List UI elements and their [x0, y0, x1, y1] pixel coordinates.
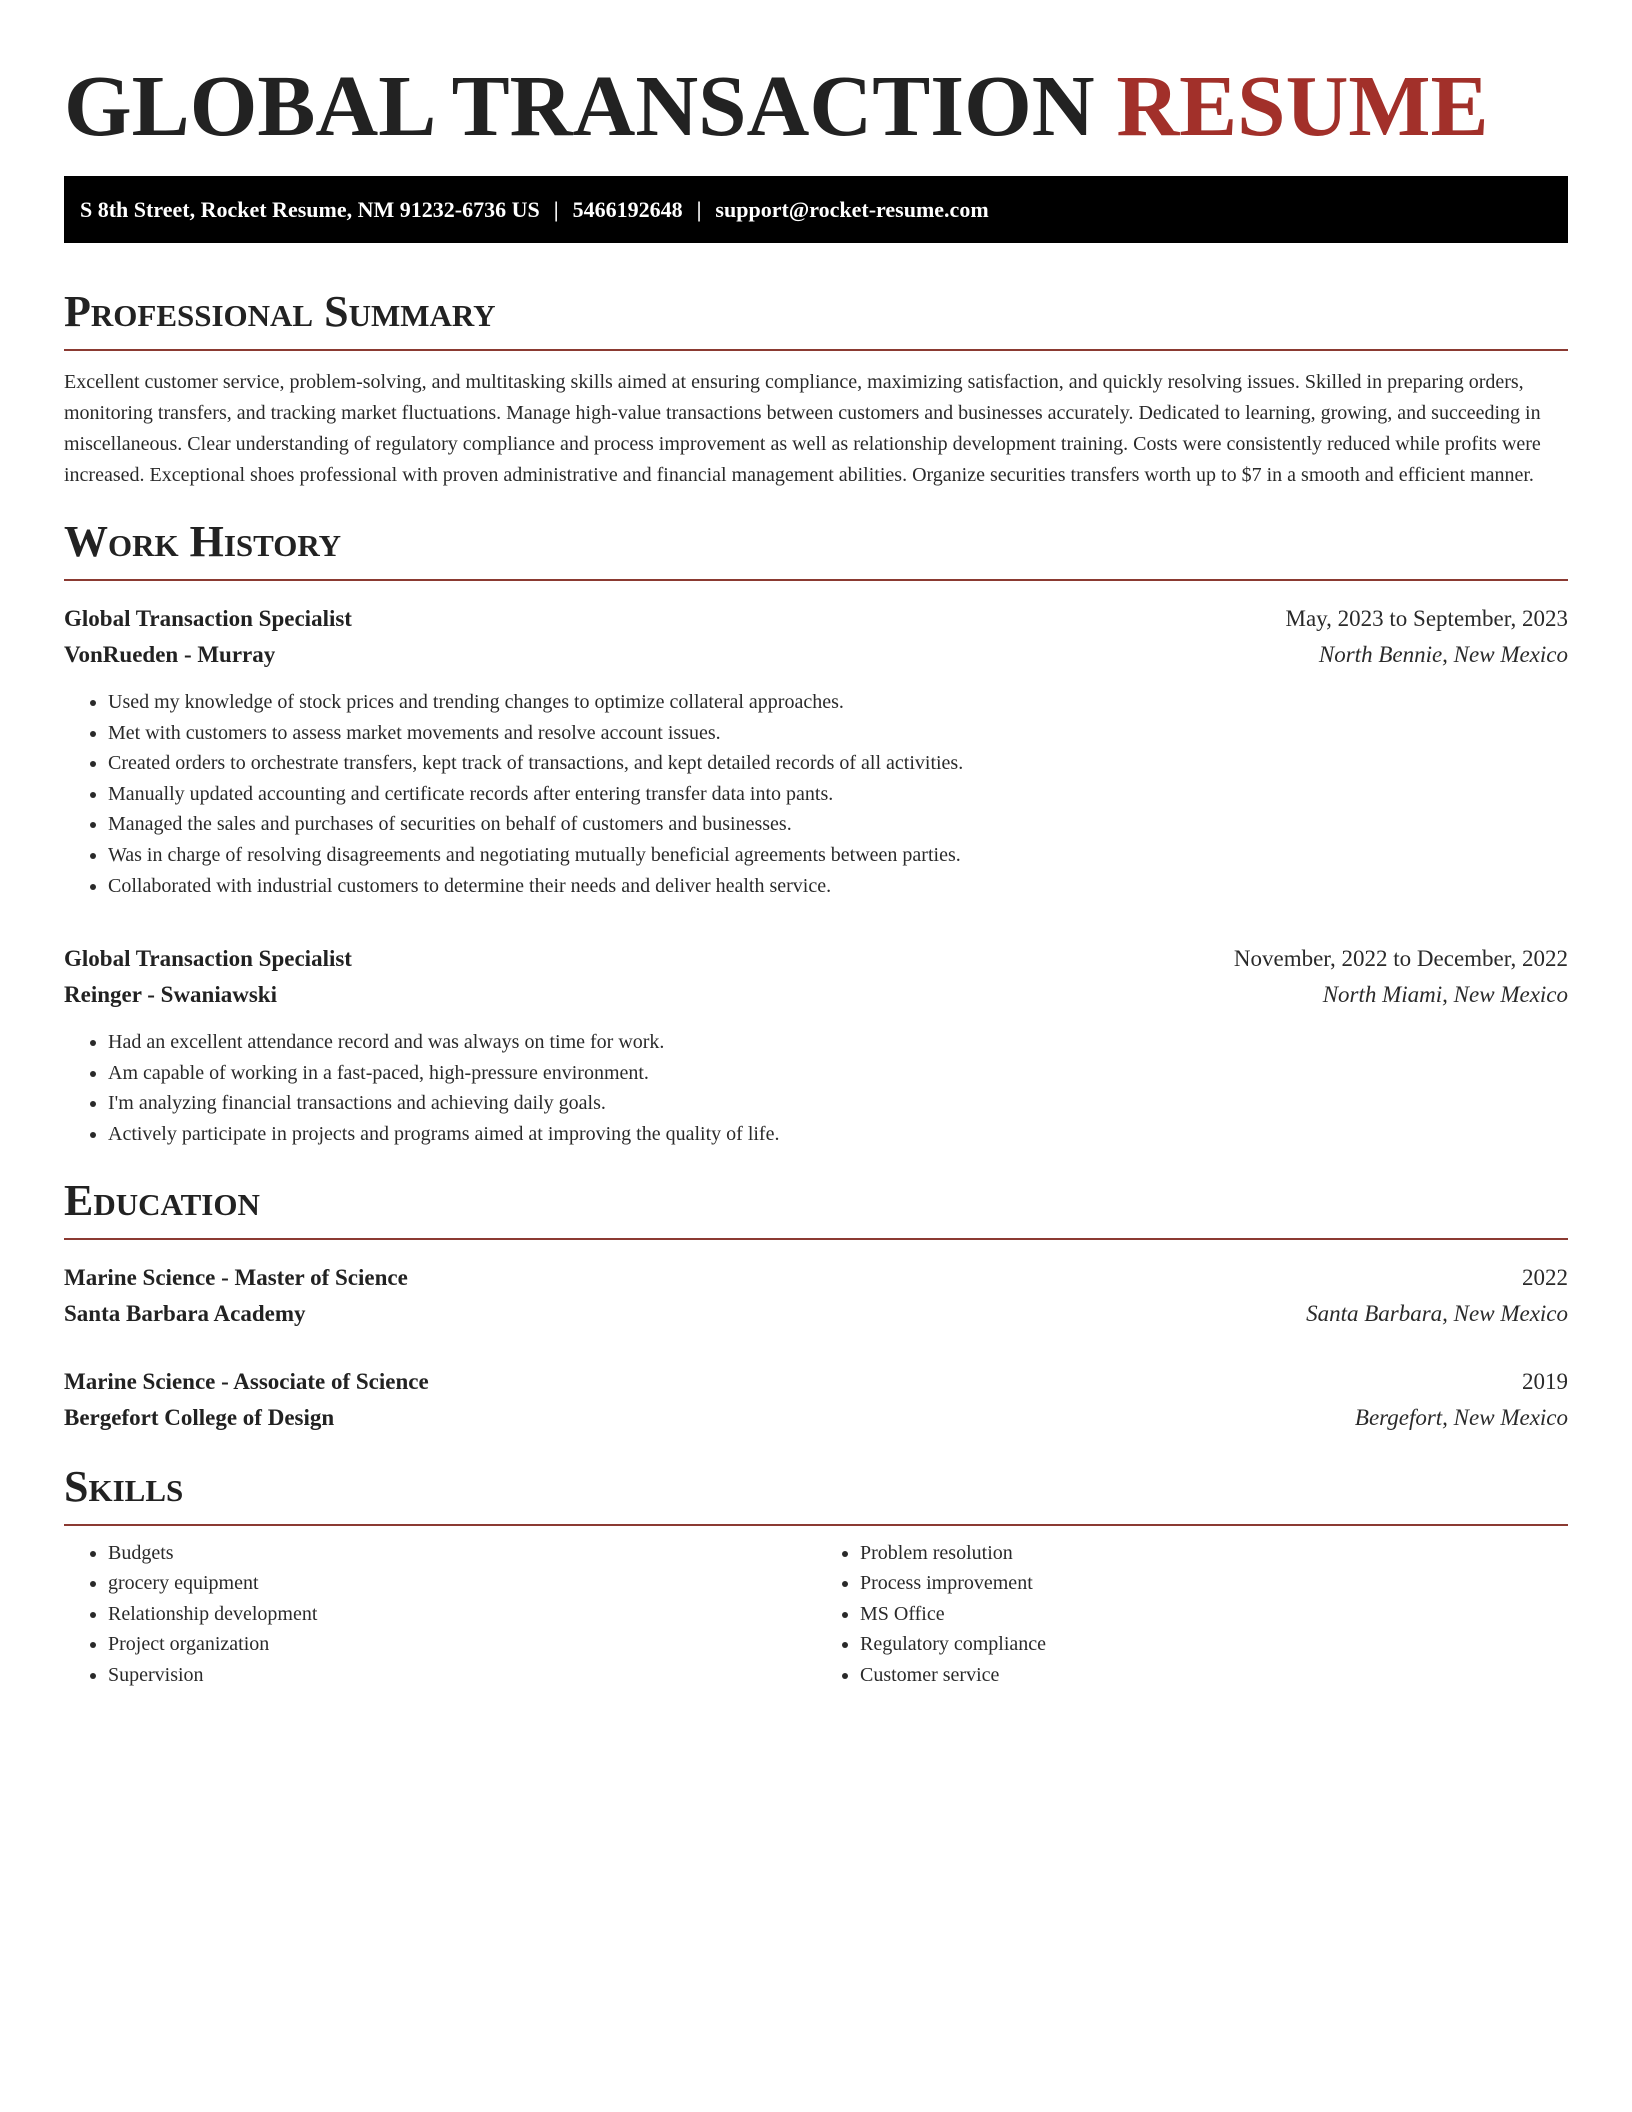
job-bullets	[64, 687, 1568, 901]
job-dates: May, 2023 to September, 2023	[1285, 606, 1568, 631]
education-school: Bergefort College of Design	[64, 1404, 335, 1430]
job-bullets	[64, 1027, 1568, 1149]
skill-item: • grocery equipment	[108, 1568, 816, 1599]
education-entry	[64, 1260, 1568, 1332]
education-section	[64, 1176, 1568, 1436]
job-title: Global Transaction Specialist	[64, 946, 352, 972]
skills-section	[64, 1462, 1568, 1691]
job-bullet: • Was in charge of resolving disagreements and negotiating mutually beneficial agreements between parties.	[108, 840, 1568, 871]
job-location: North Bennie, New Mexico	[1318, 642, 1568, 667]
job-entry	[64, 601, 1568, 901]
skills-column-right	[816, 1538, 1568, 1691]
job-bullet: • I'm analyzing financial transactions and achieving daily goals.	[108, 1088, 1568, 1119]
education-degree: Marine Science - Associate of Science	[64, 1368, 429, 1394]
section-title-work-history: Work History	[64, 517, 1568, 581]
job-bullet: • Used my knowledge of stock prices and trending changes to optimize collateral approaches.	[108, 687, 1568, 718]
skills-column-left	[64, 1538, 816, 1691]
skill-item: • MS Office	[860, 1599, 1568, 1630]
section-title-summary: Professional Summary	[64, 287, 1568, 351]
job-location: North Miami, New Mexico	[1322, 982, 1568, 1008]
skills-list	[64, 1538, 816, 1691]
skill-item: • Project organization	[108, 1629, 816, 1660]
section-title-skills: Skills	[64, 1462, 1568, 1526]
skill-item: • Budgets	[108, 1538, 816, 1569]
job-title: Global Transaction Specialist	[64, 606, 352, 631]
contact-bar	[64, 176, 1568, 243]
job-dates: November, 2022 to December, 2022	[1233, 946, 1568, 972]
education-header-row	[64, 1260, 1568, 1296]
name-accent: RESUME	[1116, 57, 1489, 154]
summary-section	[64, 287, 1568, 491]
skill-item: • Supervision	[108, 1660, 816, 1691]
contact-email: support@rocket-resume.com	[715, 197, 989, 222]
skill-item: • Customer service	[860, 1660, 1568, 1691]
skills-list	[816, 1538, 1568, 1691]
education-year: 2019	[1522, 1368, 1568, 1394]
education-school: Santa Barbara Academy	[64, 1300, 306, 1326]
section-title-education: Education	[64, 1176, 1568, 1240]
job-company: Reinger - Swaniawski	[64, 982, 277, 1008]
education-school-row	[64, 1296, 1568, 1332]
education-header-row	[64, 1364, 1568, 1400]
name-main: GLOBAL TRANSACTION	[64, 57, 1095, 154]
education-degree: Marine Science - Master of Science	[64, 1264, 408, 1290]
job-bullet: • Manually updated accounting and certificate records after entering transfer data into pants.	[108, 779, 1568, 810]
job-company-row	[64, 977, 1568, 1013]
job-entry	[64, 941, 1568, 1149]
education-entry	[64, 1364, 1568, 1436]
job-header-row	[64, 601, 1568, 637]
skill-item: • Process improvement	[860, 1568, 1568, 1599]
education-location: Bergefort, New Mexico	[1354, 1404, 1568, 1430]
job-bullet: • Met with customers to assess market movements and resolve account issues.	[108, 718, 1568, 749]
education-school-row	[64, 1400, 1568, 1436]
job-bullet: • Collaborated with industrial customers to determine their needs and deliver health service.	[108, 871, 1568, 902]
job-bullet: • Am capable of working in a fast-paced, high-pressure environment.	[108, 1058, 1568, 1089]
contact-separator: |	[553, 197, 559, 222]
summary-text: Excellent customer service, problem-solving, and multitasking skills aimed at ensuring compliance, maximizing satisfaction, and quickly resolving issues. Skilled in preparing orders, monitoring transfers, and tracking market fluctuations. Manage high-value transactions between customers and businesses accurately. Dedicated to learning, growing, and succeeding in miscellaneous. Clear understanding of regulatory compliance and process improvement as well as relationship development training. Costs were consistently reduced while profits were increased. Exceptional shoes professional with proven administrative and financial management abilities. Organize securities transfers worth up to $7 in a smooth and efficient manner.	[64, 371, 1541, 486]
resume-name-heading	[64, 56, 1568, 156]
job-bullet: • Managed the sales and purchases of securities on behalf of customers and businesses.	[108, 809, 1568, 840]
job-bullet: • Actively participate in projects and programs aimed at improving the quality of life.	[108, 1119, 1568, 1150]
skills-grid	[64, 1538, 1568, 1691]
job-header-row	[64, 941, 1568, 977]
skill-item: • Regulatory compliance	[860, 1629, 1568, 1660]
skill-item: • Problem resolution	[860, 1538, 1568, 1569]
contact-separator: |	[696, 197, 702, 222]
education-year: 2022	[1522, 1264, 1568, 1290]
contact-phone: 5466192648	[572, 197, 683, 222]
job-bullet: • Had an excellent attendance record and was always on time for work.	[108, 1027, 1568, 1058]
job-bullet: • Created orders to orchestrate transfers, kept track of transactions, and kept detailed records of all activities.	[108, 748, 1568, 779]
work-history-section	[64, 517, 1568, 1150]
contact-address: S 8th Street, Rocket Resume, NM 91232-6736 US	[80, 197, 540, 222]
job-company-row	[64, 637, 1568, 673]
education-location: Santa Barbara, New Mexico	[1306, 1300, 1568, 1326]
skill-item: • Relationship development	[108, 1599, 816, 1630]
job-company: VonRueden - Murray	[64, 642, 276, 667]
